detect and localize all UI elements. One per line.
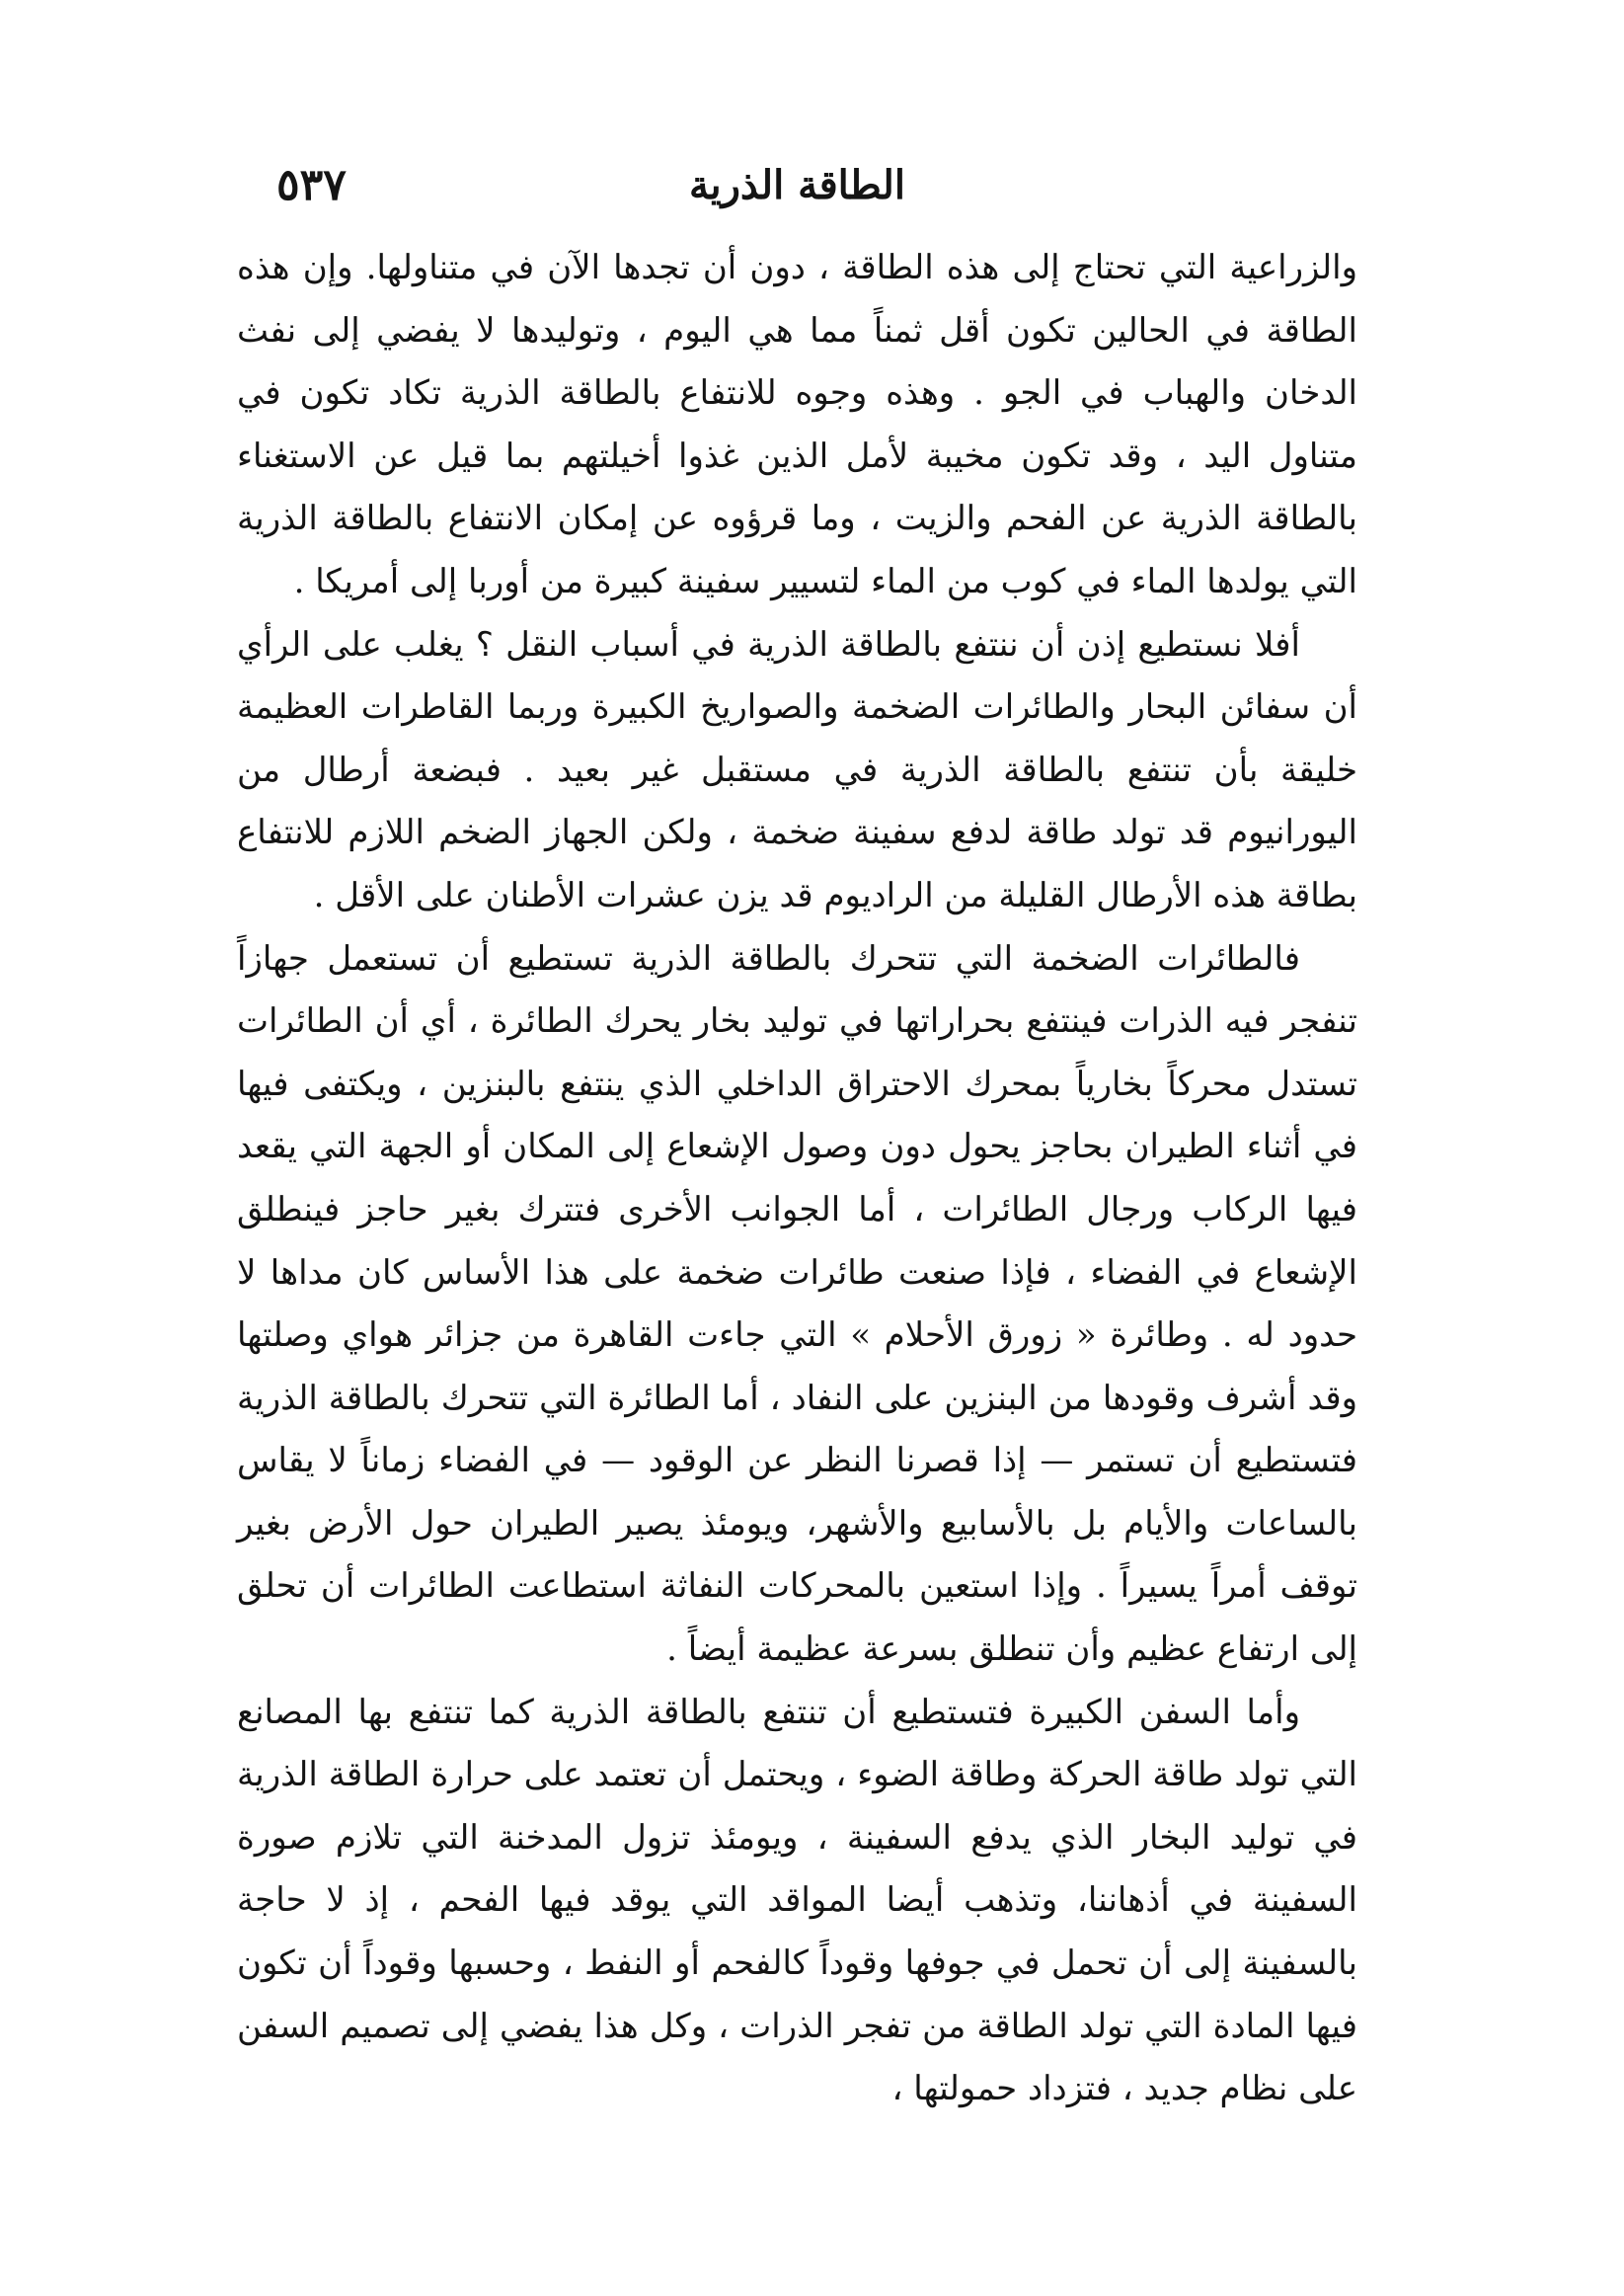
paragraph-2: أفلا نستطيع إذن أن ننتفع بالطاقة الذرية في أسباب النقل ؟ يغلب على الرأي أن سفائن البحار والطائرات الضخمة والصواريخ الكبيرة وربما القاطرات العظيمة خليقة بأن تنتفع بالطاقة الذرية في مستقبل غير بعيد . فبضعة أرطال من اليورانيوم قد تولد طاقة لدفع سفينة ضخمة ، ولكن الجهاز الضخم اللازم للانتفاع بطاقة هذه الأرطال القليلة من الراديوم قد يزن عشرات الأطنان على الأقل .: [237, 624, 1357, 915]
page-header: [237, 148, 1357, 227]
body-text: [237, 237, 1357, 2121]
paragraph-3: فالطائرات الضخمة التي تتحرك بالطاقة الذرية تستطيع أن تستعمل جهازاً تنفجر فيه الذرات فينتفع بحراراتها في توليد بخار يحرك الطائرة ، أي أن الطائرات تستدل محركاً بخارياً بمحرك الاحتراق الداخلي الذي ينتفع بالبنزين ، ويكتفى فيها في أثناء الطيران بحاجز يحول دون وصول الإشعاع إلى المكان أو الجهة التي يقعد فيها الركاب ورجال الطائرات ، أما الجوانب الأخرى فتترك بغير حاجز فينطلق الإشعاع في الفضاء ، فإذا صنعت طائرات ضخمة على هذا الأساس كان مداها لا حدود له . وطائرة « زورق الأحلام » التي جاءت القاهرة من جزائر هواي وصلتها وقد أشرف وقودها من البنزين على النفاد ، أما الطائرة التي تتحرك بالطاقة الذرية فتستطيع أن تستمر — إذا قصرنا النظر عن الوقود — في الفضاء زماناً لا يقاس بالساعات والأيام بل بالأسابيع والأشهر، ويومئذ يصير الطيران حول الأرض بغير توقف أمراً يسيراً . وإذا استعين بالمحركات النفاثة استطاعت الطائرات أن تحلق إلى ارتفاع عظيم وأن تنطلق بسرعة عظيمة أيضاً .: [237, 938, 1357, 1670]
running-title: الطاقة الذرية: [689, 162, 905, 208]
paragraph-4: وأما السفن الكبيرة فتستطيع أن تنتفع بالطاقة الذرية كما تنتفع بها المصانع التي تولد طاقة الحركة وطاقة الضوء ، ويحتمل أن تعتمد على حرارة الطاقة الذرية في توليد البخار الذي يدفع السفينة ، ويومئذ تزول المدخنة التي تلازم صورة السفينة في أذهاننا، وتذهب أيضا المواقد التي يوقد فيها الفحم ، إذ لا حاجة بالسفينة إلى أن تحمل في جوفها وقوداً كالفحم أو النفط ، وحسبها وقوداً أن تكون فيها المادة التي تولد الطاقة من تفجر الذرات ، وكل هذا يفضي إلى تصميم السفن على نظام جديد ، فتزداد حمولتها ،: [237, 1692, 1357, 2109]
paragraph-1: والزراعية التي تحتاج إلى هذه الطاقة ، دون أن تجدها الآن في متناولها. وإن هذه الطاقة في الحالين تكون أقل ثمناً مما هي اليوم ، وتوليدها لا يفضي إلى نفث الدخان والهباب في الجو . وهذه وجوه للانتفاع بالطاقة الذرية تكاد تكون في متناول اليد ، وقد تكون مخيبة لأمل الذين غذوا أخيلتهم بما قيل عن الاستغناء بالطاقة الذرية عن الفحم والزيت ، وما قرؤوه عن إمكان الانتفاع بالطاقة الذرية التي يولدها الماء في كوب من الماء لتسيير سفينة كبيرة من أوربا إلى أمريكا .: [237, 248, 1357, 601]
page-number: ٥٣٧: [276, 160, 347, 210]
